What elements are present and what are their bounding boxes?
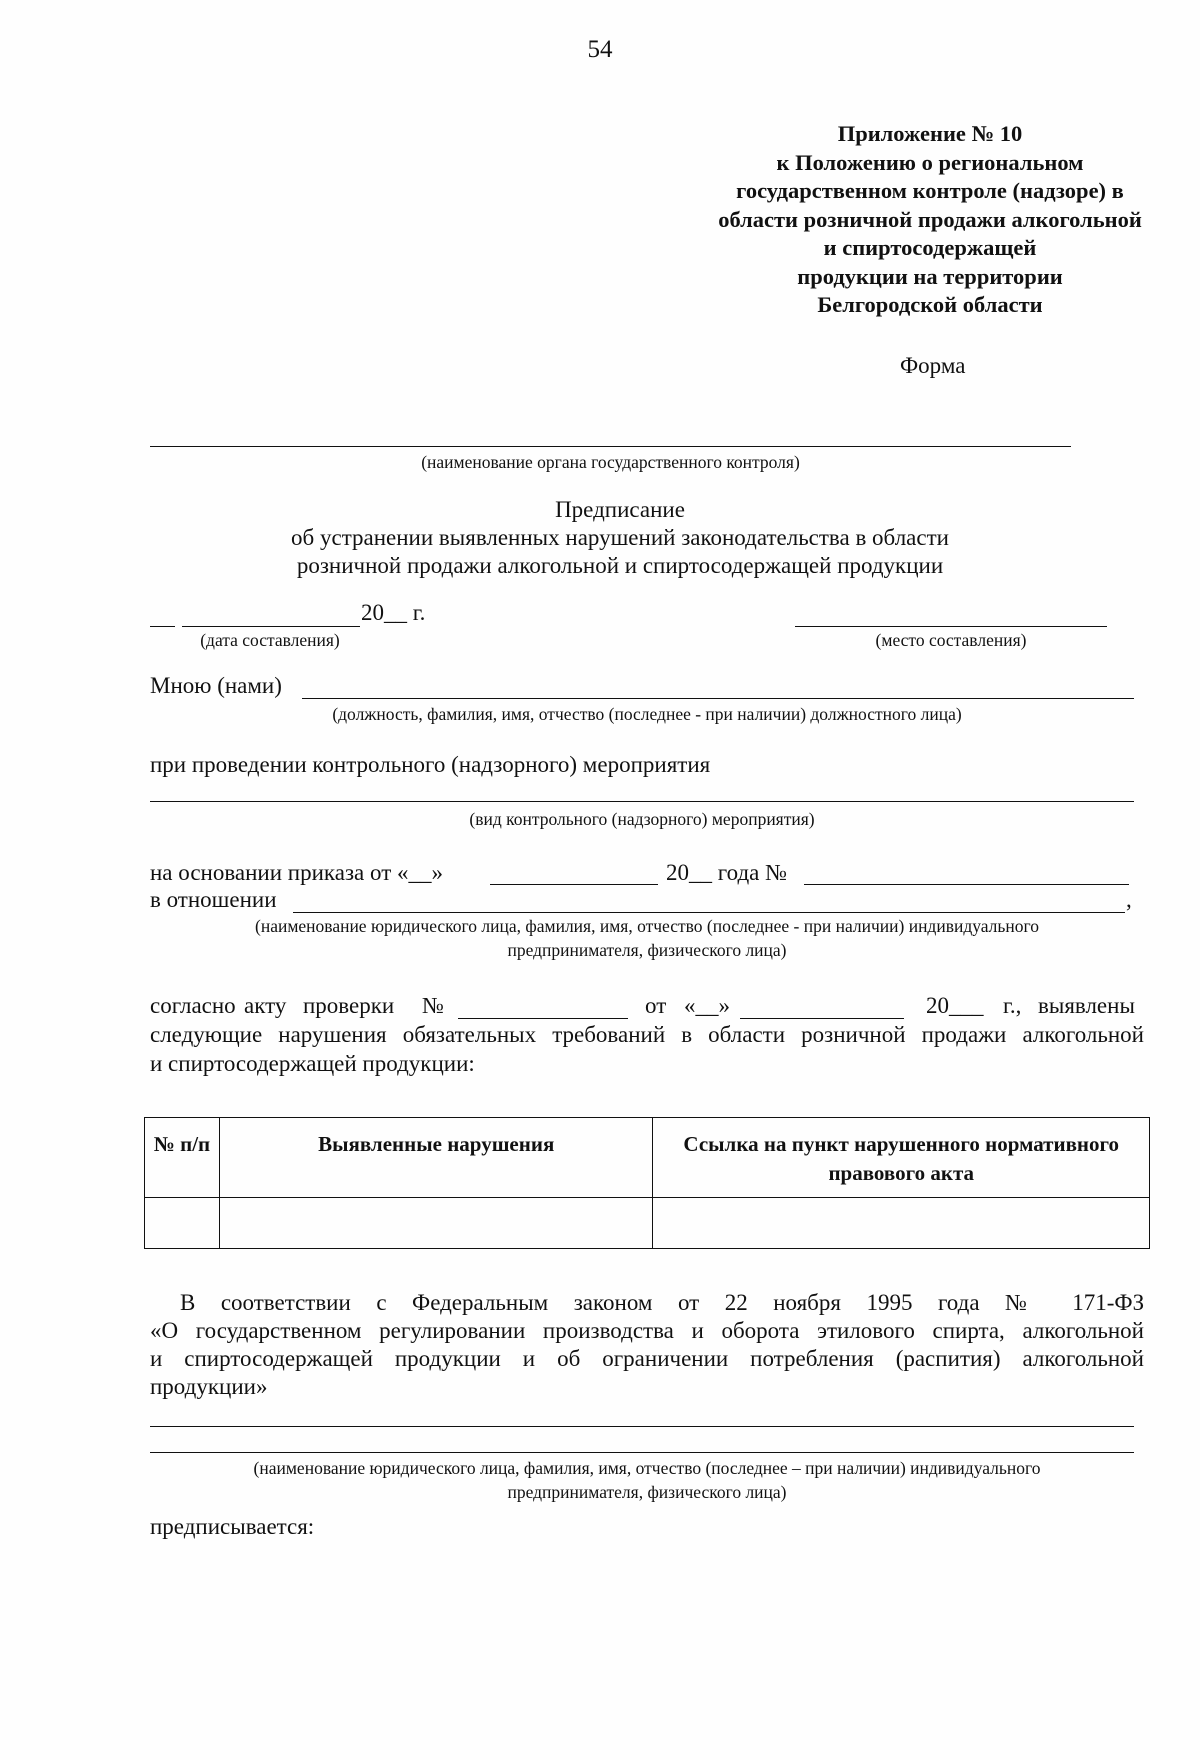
order-number-field[interactable]	[804, 884, 1129, 885]
law-word: 22	[724, 1290, 748, 1315]
act-word: г.,	[1003, 993, 1022, 1018]
relation-caption-line2: предпринимателя, физического лица)	[507, 940, 787, 960]
document-title	[200, 496, 1040, 580]
table-cell-violation[interactable]	[219, 1198, 653, 1249]
act-line3: и спиртосодержащей продукции:	[150, 1051, 475, 1076]
act-word: проверки	[303, 993, 395, 1018]
prescribed-label: предписывается:	[150, 1514, 315, 1539]
law-line2: «О государственном регулировании производства и оборота этилового спирта, алкогольной	[150, 1318, 1144, 1343]
law-word: Федеральным	[412, 1290, 549, 1315]
column-header-reference: Ссылка на пункт нарушенного нормативного правового акта	[653, 1118, 1150, 1198]
appendix-line: государственном контроле (надзоре) в	[736, 178, 1124, 203]
relation-caption-line1: (наименование юридического лица, фамилия, имя, отчество (последнее - при наличии) индивидуального	[255, 916, 1039, 936]
place-caption: (место составления)	[875, 630, 1027, 650]
law-word: законом	[573, 1290, 653, 1315]
act-word: выявлены	[1038, 993, 1135, 1018]
act-number-field[interactable]	[458, 1018, 628, 1019]
law-word: №	[1005, 1290, 1047, 1315]
relation-field[interactable]	[293, 912, 1125, 913]
order-prefix: на основании приказа от «__»	[150, 860, 443, 885]
title-line: Предписание	[555, 497, 685, 522]
subject-caption-line2: предпринимателя, физического лица)	[507, 1482, 787, 1502]
appendix-line: Приложение № 10	[837, 121, 1023, 146]
title-line: об устранении выявленных нарушений законодательства в области	[291, 525, 949, 550]
form-label: Форма	[900, 353, 966, 378]
act-word: «__»	[684, 993, 730, 1018]
act-word: от	[645, 993, 667, 1018]
inspector-label: Мною (нами)	[150, 673, 282, 698]
violations-table	[144, 1117, 1150, 1249]
appendix-line: и спиртосодержащей	[823, 235, 1037, 260]
page-number: 54	[587, 36, 613, 63]
law-word: года	[937, 1290, 980, 1315]
law-line1	[150, 1290, 1144, 1316]
appendix-line: области розничной продажи алкогольной	[718, 206, 1142, 232]
date-caption: (дата составления)	[200, 630, 340, 650]
law-line3: и спиртосодержащей продукции и об ограничении потребления (распития) алкогольной	[150, 1346, 1144, 1371]
relation-label: в отношении	[150, 887, 277, 912]
law-word: от	[677, 1290, 700, 1315]
authority-name-field[interactable]	[150, 446, 1071, 447]
column-header-number: № п/п	[145, 1118, 220, 1198]
title-line: розничной продажи алкогольной и спиртосодержащей продукции	[296, 553, 944, 578]
appendix-line: Белгородской области	[817, 292, 1043, 317]
event-caption: (вид контрольного (надзорного) мероприятия)	[469, 809, 815, 829]
table-cell-reference[interactable]	[653, 1198, 1150, 1249]
appendix-header	[680, 120, 1180, 320]
appendix-line: к Положению о региональном	[776, 149, 1084, 175]
act-word: согласно	[150, 993, 236, 1018]
law-word: В	[180, 1290, 196, 1315]
law-word: 171-ФЗ	[1072, 1290, 1145, 1315]
date-day-field[interactable]	[150, 626, 175, 627]
column-header-violations: Выявленные нарушения	[219, 1118, 653, 1198]
authority-caption: (наименование органа государственного контроля)	[421, 452, 800, 472]
act-line2: следующие нарушения обязательных требований в области розничной продажи алкогольной	[150, 1022, 1144, 1047]
law-word: с	[376, 1290, 387, 1315]
law-word: 1995	[866, 1290, 913, 1315]
order-month-field[interactable]	[490, 884, 658, 885]
date-month-field[interactable]	[182, 626, 360, 627]
act-word: 20___	[926, 993, 984, 1018]
table-row	[145, 1198, 1150, 1249]
act-month-field[interactable]	[740, 1018, 904, 1019]
order-year-text: 20__ года №	[666, 860, 788, 885]
act-word: акту	[244, 993, 287, 1018]
place-field[interactable]	[795, 626, 1107, 627]
inspector-field[interactable]	[302, 698, 1134, 699]
event-field[interactable]	[150, 801, 1134, 802]
appendix-line: продукции на территории	[797, 263, 1063, 289]
table-header-row	[145, 1118, 1150, 1198]
inspector-caption: (должность, фамилия, имя, отчество (последнее - при наличии) должностного лица)	[332, 704, 962, 724]
act-word: №	[422, 993, 444, 1018]
law-line4: продукции»	[150, 1374, 268, 1399]
date-year-text: 20__ г.	[361, 600, 426, 625]
subject-field-line1[interactable]	[150, 1426, 1134, 1427]
event-label: при проведении контрольного (надзорного) мероприятия	[150, 752, 711, 777]
law-word: соответствии	[220, 1290, 351, 1315]
subject-caption-line1: (наименование юридического лица, фамилия, имя, отчество (последнее – при наличии) индивидуального	[253, 1458, 1041, 1478]
table-cell-number[interactable]	[145, 1198, 220, 1249]
relation-comma: ,	[1126, 887, 1132, 912]
subject-field-line2[interactable]	[150, 1452, 1134, 1453]
law-word: ноября	[773, 1290, 841, 1315]
